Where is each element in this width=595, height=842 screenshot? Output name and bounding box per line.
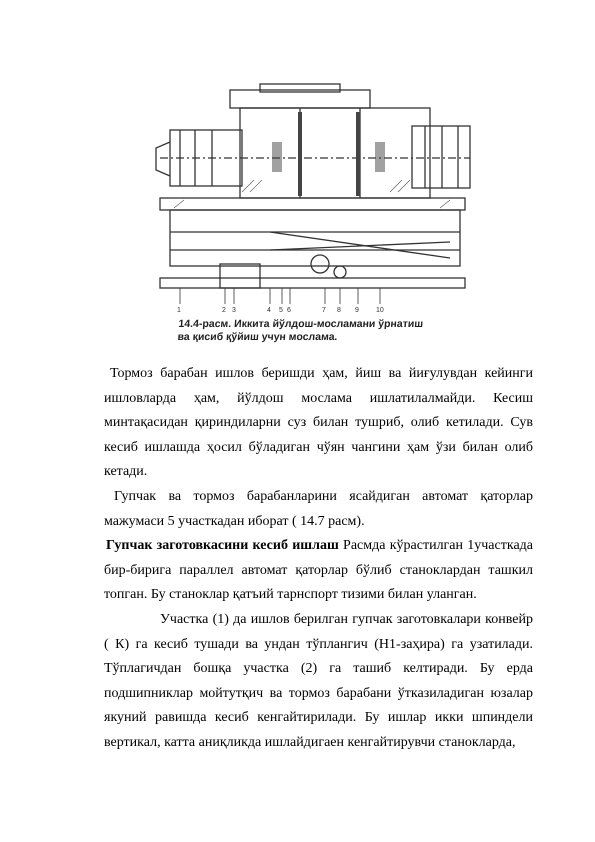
callout-6: 6 [287,307,291,314]
paragraph-3-text: Расмда кўрастилган 1участкада бир-бирига параллел автомат қаторлар бўлиб станоклардан ташкил топган. Бу станоклар қатъий тарнспорт тизими билан уланган. [104,538,533,603]
bracket [220,264,260,288]
paragraph-1: Тормоз барабан ишлов беришди ҳам, йиш ва йиғулувдан кейинги ишловларда ҳам, йўлдош мослама ишлатилалмайди. Кесиш минтақасидан қириндиларни суз билан тушриб, олиб кетилади. Сув кесиб ишлашда ҳосил бўладиган чўян чангини ҳам ўзи билан олиб кетади. [104,366,533,480]
figure-caption [177,318,469,344]
callout-8: 8 [337,307,341,314]
paragraph-3 [104,534,533,608]
central-casing [240,108,430,198]
cross-section-svg [150,82,480,354]
callout-2: 2 [222,307,226,314]
callout-5: 5 [279,307,283,314]
paragraph-2: Гупчак ва тормоз барабанларини ясайдиган автомат қаторлар мажумаси 5 участкадан иборат ( 14.7 расм). [104,488,533,529]
caption-line-1: 14.4-расм. Иккита йўлдош-мосламани ўрнатиш [178,318,424,330]
mechanism-drawing [150,82,480,354]
right-spindle-housing [412,126,470,188]
callout-1: 1 [177,307,181,314]
callout-9: 9 [355,307,359,314]
caption-line-2: ва қисиб қўйиш учун мослама. [177,331,338,343]
top-cap [260,84,340,92]
callout-7: 7 [322,307,326,314]
foot [160,278,465,288]
callout-10: 10 [376,307,384,314]
paragraph-3-heading: Гупчак заготовкасини кесиб ишлаш [106,538,339,554]
callout-3: 3 [232,307,236,314]
gear-circle [311,255,329,273]
base-plate [160,198,465,210]
paragraph-4: Участка (1) да ишлов берилган гупчак заготовкалари конвейр ( К) га кесиб тушади ва ундан тўплангич (Н1-заҳира) га узатилади. Тўплагичдан бошқа участка (2) га ташиб келтиради. Бу ерда подшипниклар мойтутқич ва тормоз барабани ўтказиладиган юзалар якуний равишда кесиб кенгайтирилади. Бу ишлар икки шпиндели вертикал, катта аниқликда ишлайдигаен кенгайтирувчи станокларда, [104,611,533,750]
body-text [104,362,533,756]
callout-4: 4 [267,307,271,314]
top-housing [230,90,370,108]
